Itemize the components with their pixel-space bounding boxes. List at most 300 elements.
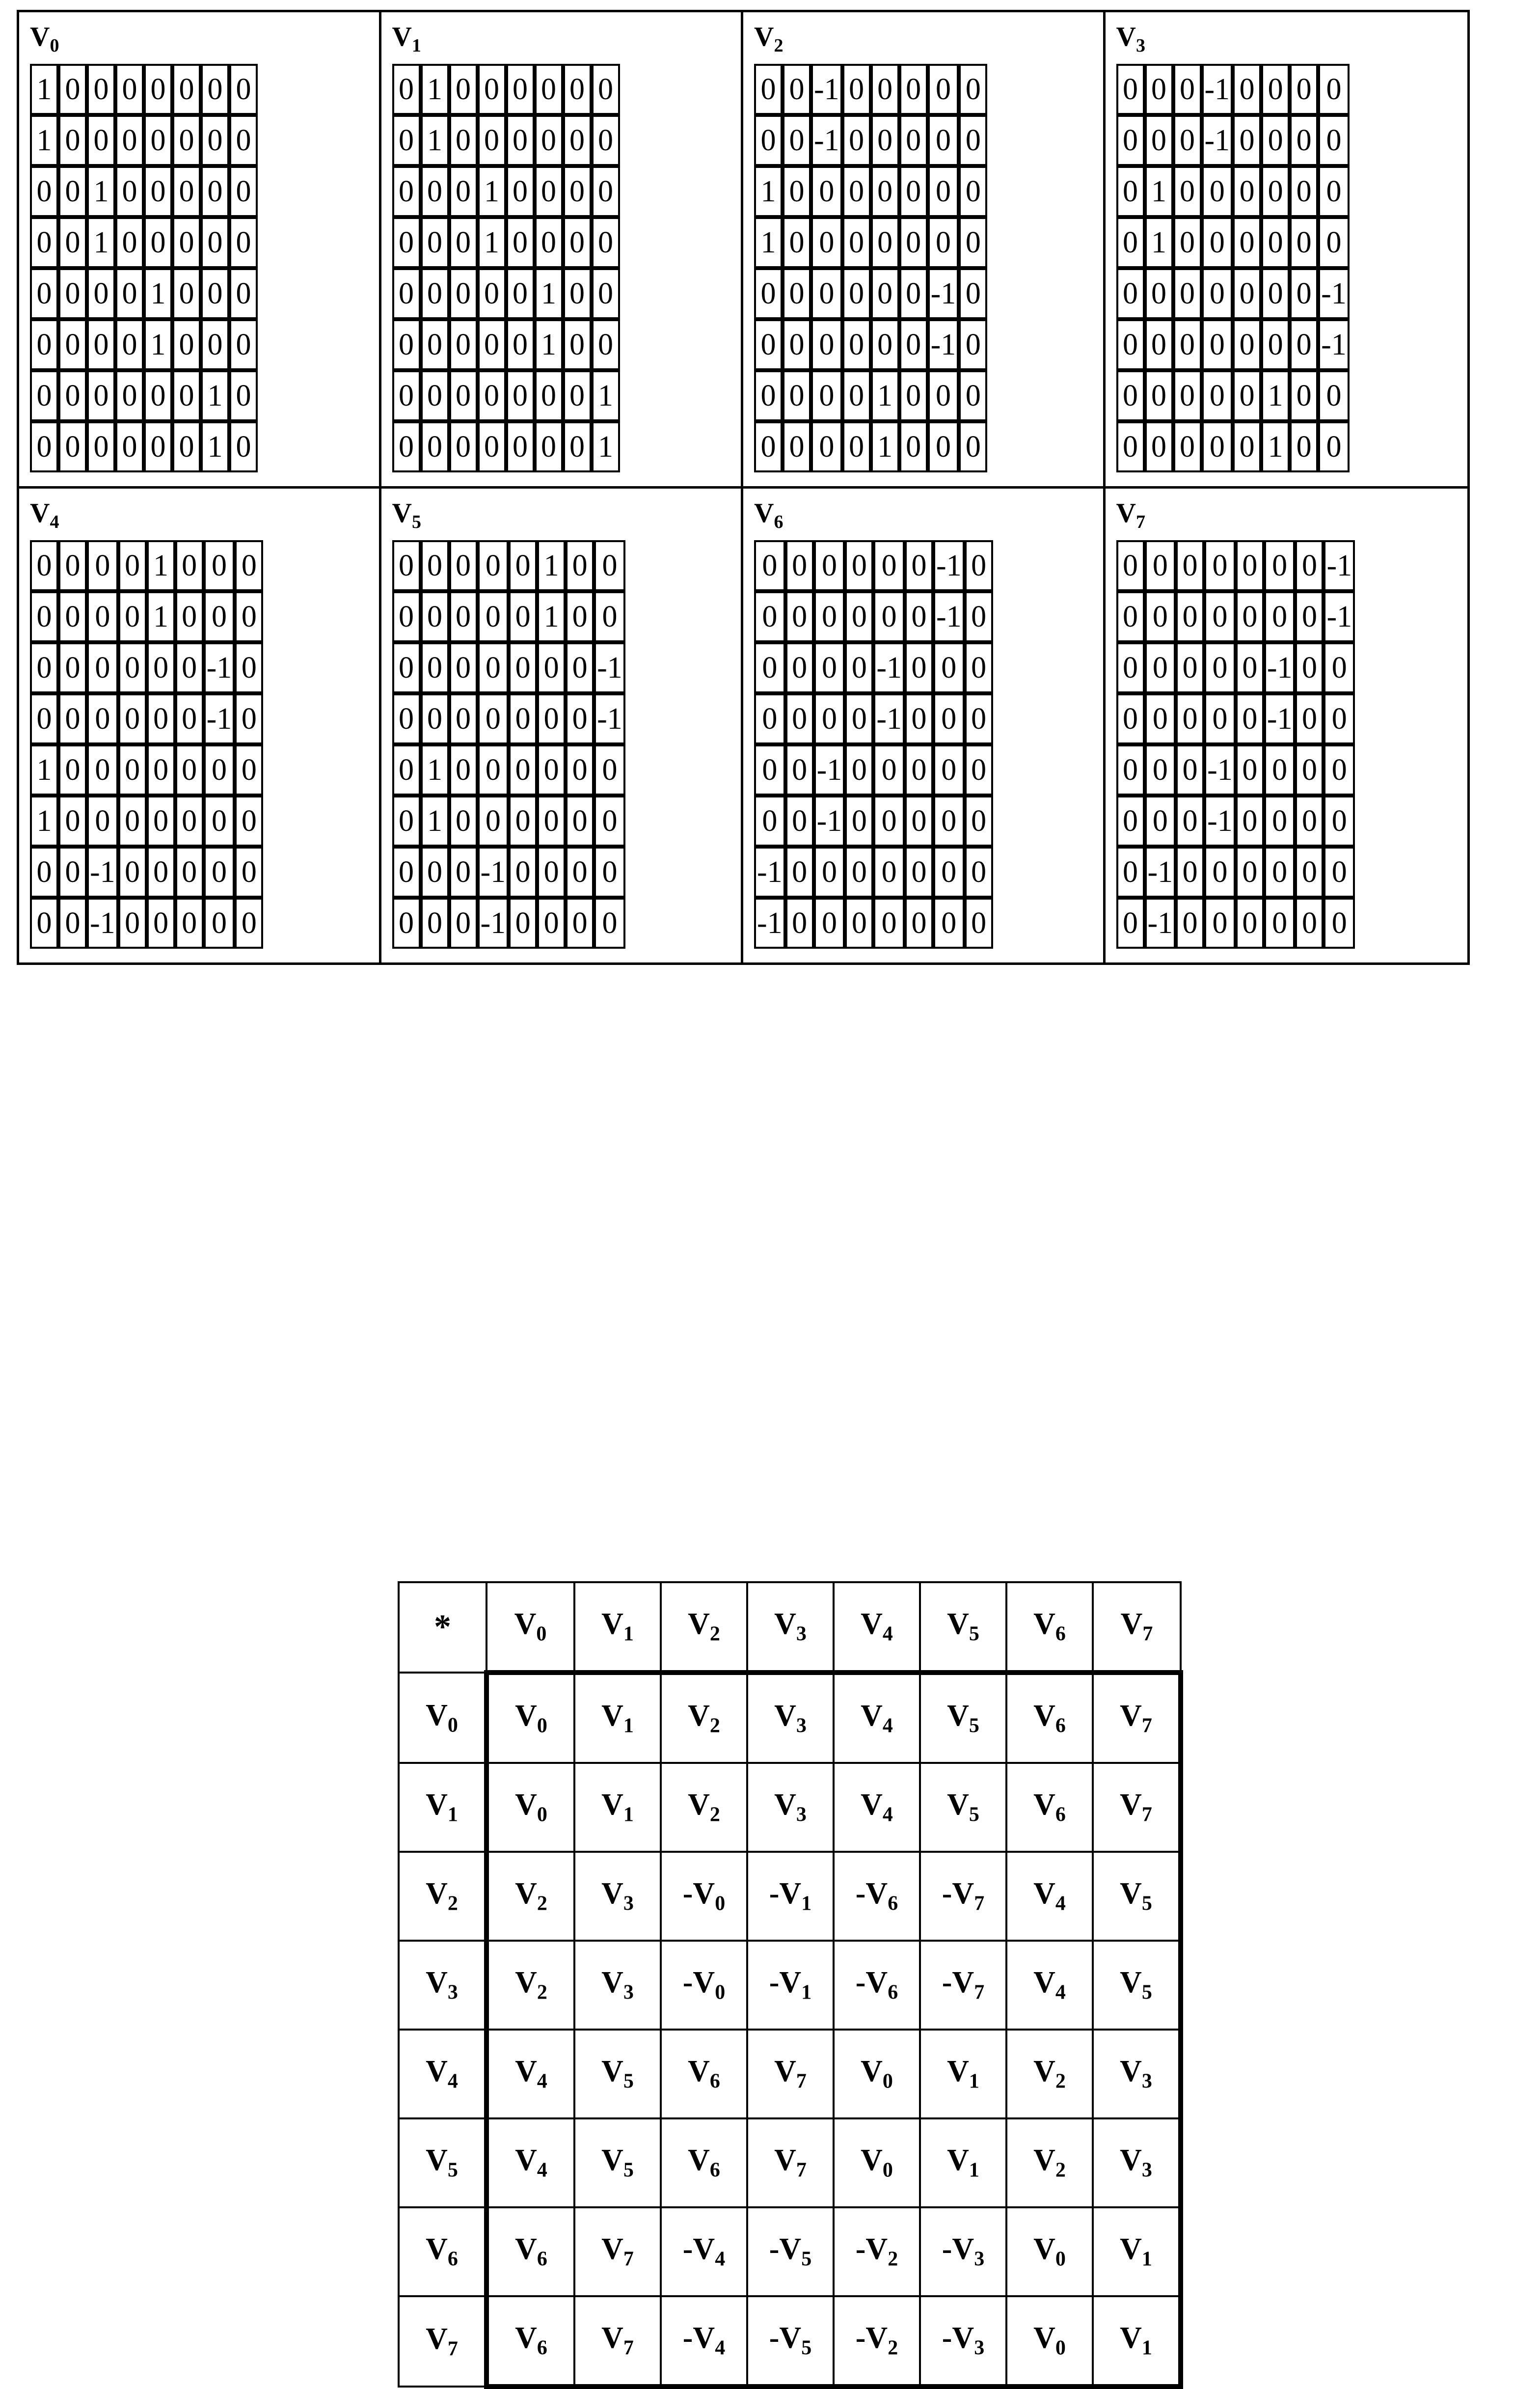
matrix-entry: 0: [1290, 421, 1318, 472]
matrix-entry: 1: [537, 591, 566, 642]
matrix-entry: 0: [1236, 693, 1264, 744]
matrix-entry: 1: [201, 370, 229, 421]
matrix-entry: 0: [1202, 166, 1233, 217]
matrix-entry: 0: [506, 217, 535, 268]
matrix-row: [392, 693, 625, 744]
matrix-row: [30, 898, 263, 949]
matrix-entry: 0: [933, 847, 965, 898]
multiplication-row: [399, 2207, 1181, 2296]
matrix-entry: 0: [563, 319, 592, 370]
matrix-entry: 0: [1173, 217, 1202, 268]
matrix-entry: 0: [905, 744, 933, 796]
matrix-label-v6: $V_6$: [754, 498, 784, 533]
matrix-entry: 0: [905, 898, 933, 949]
matrix-entry: 0: [1116, 898, 1145, 949]
matrix-entry: 0: [873, 796, 905, 847]
matrix-entry: 0: [30, 319, 58, 370]
matrix-entry: 1: [754, 217, 783, 268]
matrix-entry: -1: [754, 847, 785, 898]
matrix-entry: 0: [754, 115, 783, 166]
matrix-entry: 0: [58, 540, 87, 591]
matrix-entry: 0: [1290, 115, 1318, 166]
multiplication-cell: $V_7$: [574, 2207, 661, 2296]
multiplication-cell: $V_2$: [486, 1941, 574, 2030]
matrix-entry: -1: [928, 268, 959, 319]
matrix-entry: 0: [449, 370, 478, 421]
matrix-entry: 0: [1233, 115, 1261, 166]
matrix-row: [754, 319, 987, 370]
matrix-entry: 0: [506, 166, 535, 217]
matrix-entry: 0: [928, 166, 959, 217]
matrix-entry: 0: [175, 744, 204, 796]
matrix-entry: 0: [1318, 421, 1350, 472]
multiplication-cell: $V_3$: [747, 1763, 834, 1852]
matrix-entry: 0: [537, 847, 566, 898]
matrix-entry: -1: [1202, 64, 1233, 115]
matrix-entry: 0: [1173, 370, 1202, 421]
matrix-row: [392, 115, 620, 166]
matrix-entry: 0: [392, 796, 421, 847]
matrix-entry: 0: [1173, 421, 1202, 472]
matrix-entry: 0: [392, 421, 421, 472]
matrix-entry: 0: [871, 319, 899, 370]
matrix-entry: 0: [509, 744, 537, 796]
matrix-row: [1116, 217, 1350, 268]
matrix-entry: 0: [175, 796, 204, 847]
matrix-row: [1116, 319, 1350, 370]
matrix-entry: 1: [592, 370, 620, 421]
matrix-entry: 0: [1233, 217, 1261, 268]
matrix-entry: 0: [1145, 64, 1173, 115]
matrix-row: [754, 115, 987, 166]
matrix-table-v6: [754, 540, 993, 949]
multiplication-row: [399, 2030, 1181, 2118]
matrix-entry: 0: [905, 540, 933, 591]
matrix-entry: 0: [201, 319, 229, 370]
matrix-row: [392, 217, 620, 268]
matrix-entry: 0: [392, 370, 421, 421]
multiplication-cell: $V_6$: [486, 2207, 574, 2296]
matrix-entry: 0: [754, 642, 785, 693]
matrix-entry: 0: [959, 268, 987, 319]
matrix-row: [1116, 540, 1355, 591]
matrix-entry: 0: [204, 591, 235, 642]
multiplication-column-header: $V_1$: [574, 1582, 661, 1673]
multiplication-column-header: $V_7$: [1093, 1582, 1181, 1673]
matrix-row: [754, 693, 993, 744]
matrix-entry: 1: [871, 370, 899, 421]
matrix-entry: 0: [1173, 115, 1202, 166]
matrix-entry: 0: [1236, 591, 1264, 642]
matrix-entry: 0: [1202, 319, 1233, 370]
matrix-entry: 0: [783, 370, 811, 421]
matrix-entry: 0: [392, 268, 421, 319]
matrix-panel-v4: [19, 489, 381, 962]
matrix-entry: 0: [965, 693, 993, 744]
multiplication-cell: $-V_1$: [747, 1941, 834, 2030]
matrix-entry: 0: [959, 115, 987, 166]
matrix-entry: 0: [1204, 642, 1236, 693]
matrix-entry: 0: [229, 166, 258, 217]
multiplication-cell: $V_2$: [1006, 2030, 1093, 2118]
matrix-entry: 0: [1173, 166, 1202, 217]
matrix-entry: 0: [118, 847, 147, 898]
multiplication-cell: $V_0$: [1006, 2296, 1093, 2387]
matrix-entry: 0: [1204, 693, 1236, 744]
multiplication-cell: $V_5$: [574, 2118, 661, 2207]
matrix-entry: 0: [30, 166, 58, 217]
matrix-entry: 0: [754, 64, 783, 115]
matrix-row: [754, 217, 987, 268]
matrix-row: [754, 421, 987, 472]
matrix-entry: 0: [933, 693, 965, 744]
matrix-entry: 0: [811, 166, 842, 217]
matrix-entry: 0: [1290, 370, 1318, 421]
multiplication-cell: $V_4$: [834, 1673, 920, 1763]
matrix-panel-v6: [743, 489, 1106, 962]
multiplication-cell: $V_3$: [747, 1673, 834, 1763]
multiplication-row: [399, 2296, 1181, 2387]
matrix-row: [1116, 693, 1355, 744]
matrix-entry: 0: [1176, 693, 1204, 744]
matrix-entry: 0: [1176, 796, 1204, 847]
matrix-entry: 0: [30, 217, 58, 268]
matrix-entry: 0: [592, 64, 620, 115]
matrix-entry: 0: [172, 64, 201, 115]
matrix-entry: 0: [535, 370, 563, 421]
multiplication-row-header: $V_4$: [399, 2030, 486, 2118]
matrix-entry: 0: [147, 847, 175, 898]
matrix-entry: 0: [58, 744, 87, 796]
matrix-entry: 0: [566, 642, 594, 693]
matrix-entry: 0: [1145, 421, 1173, 472]
matrix-entry: 1: [30, 64, 58, 115]
matrix-entry: -1: [873, 693, 905, 744]
matrix-row: [30, 421, 258, 472]
multiplication-cell: $V_2$: [661, 1673, 747, 1763]
matrix-entry: 0: [1236, 847, 1264, 898]
matrix-row: [754, 268, 987, 319]
matrix-entry: 0: [175, 898, 204, 949]
multiplication-cell: $-V_3$: [920, 2296, 1006, 2387]
matrix-entry: 0: [1324, 898, 1355, 949]
multiplication-row: [399, 1941, 1181, 2030]
matrix-entry: 0: [1324, 642, 1355, 693]
matrix-entry: 1: [144, 268, 172, 319]
matrix-entry: 0: [1116, 64, 1145, 115]
matrix-entry: 0: [933, 898, 965, 949]
multiplication-cell: $V_6$: [661, 2118, 747, 2207]
matrix-row: [30, 370, 258, 421]
matrix-entry: 0: [842, 421, 871, 472]
matrix-entry: 0: [1116, 319, 1145, 370]
matrix-label-v0: $V_0$: [30, 22, 59, 56]
matrix-entry: 0: [201, 115, 229, 166]
matrix-entry: 0: [1145, 540, 1176, 591]
matrix-row: [392, 268, 620, 319]
matrix-row: [30, 268, 258, 319]
matrix-entry: 0: [1261, 64, 1290, 115]
matrix-entry: 1: [421, 64, 449, 115]
matrix-row: [30, 540, 263, 591]
matrix-table-v1: [392, 64, 620, 472]
matrix-entry: 0: [1290, 217, 1318, 268]
matrix-row: [30, 115, 258, 166]
matrix-entry: 0: [785, 642, 814, 693]
matrix-entry: 0: [594, 540, 625, 591]
multiplication-cell: $V_0$: [834, 2118, 920, 2207]
matrix-entry: 0: [566, 898, 594, 949]
multiplication-cell: $V_5$: [1093, 1941, 1181, 2030]
multiplication-cell: $V_1$: [920, 2118, 1006, 2207]
matrix-row: [754, 847, 993, 898]
matrix-entry: 0: [754, 796, 785, 847]
matrix-entry: 0: [783, 166, 811, 217]
matrix-entry: 0: [811, 217, 842, 268]
matrix-entry: 0: [115, 421, 144, 472]
matrix-entry: 0: [592, 217, 620, 268]
matrix-row: [1116, 796, 1355, 847]
matrix-entry: 0: [449, 898, 478, 949]
matrix-entry: 0: [594, 898, 625, 949]
matrix-entry: 0: [783, 115, 811, 166]
matrix-row: [30, 847, 263, 898]
multiplication-cell: $V_3$: [574, 1941, 661, 2030]
matrix-entry: 0: [811, 370, 842, 421]
matrix-entry: 0: [421, 847, 449, 898]
matrix-entry: 0: [1236, 898, 1264, 949]
matrix-entry: 0: [1173, 268, 1202, 319]
matrix-entry: -1: [933, 540, 965, 591]
matrix-entry: 0: [1290, 64, 1318, 115]
matrix-entry: 0: [1264, 591, 1296, 642]
matrix-entry: 0: [959, 166, 987, 217]
matrix-row: [392, 898, 625, 949]
matrix-entry: 0: [175, 591, 204, 642]
matrix-entry: 0: [30, 847, 58, 898]
matrix-entry: 0: [754, 319, 783, 370]
matrix-row: [1116, 898, 1355, 949]
matrix-entry: 0: [566, 796, 594, 847]
matrix-entry: 0: [905, 591, 933, 642]
matrix-entry: 0: [87, 319, 115, 370]
matrix-entry: 0: [1176, 744, 1204, 796]
matrix-entry: 0: [478, 591, 509, 642]
matrix-entry: 0: [1202, 217, 1233, 268]
matrix-label-v2: $V_2$: [754, 22, 784, 56]
matrix-entry: 0: [201, 217, 229, 268]
matrix-entry: 0: [1145, 693, 1176, 744]
multiplication-cell: $-V_6$: [834, 1852, 920, 1941]
matrix-entry: 0: [392, 166, 421, 217]
matrix-entry: 0: [118, 591, 147, 642]
matrix-entry: 0: [58, 591, 87, 642]
matrix-entry: 0: [1318, 115, 1350, 166]
matrix-entry: 0: [842, 64, 871, 115]
matrix-entry: 0: [899, 319, 928, 370]
matrix-entry: 0: [204, 847, 235, 898]
matrix-entry: 0: [899, 217, 928, 268]
matrix-entry: 0: [506, 64, 535, 115]
matrix-entry: 0: [566, 744, 594, 796]
matrix-entry: -1: [814, 744, 845, 796]
matrix-entry: 0: [563, 166, 592, 217]
matrix-entry: 0: [1204, 591, 1236, 642]
matrix-entry: 0: [449, 268, 478, 319]
multiplication-cell: $V_5$: [574, 2030, 661, 2118]
matrix-entry: 0: [509, 591, 537, 642]
matrix-entry: 0: [871, 64, 899, 115]
matrix-row: [30, 217, 258, 268]
matrix-entry: 0: [965, 744, 993, 796]
matrix-entry: 0: [1318, 166, 1350, 217]
matrix-entry: 1: [1145, 217, 1173, 268]
matrix-entry: 0: [172, 115, 201, 166]
matrix-entry: -1: [1324, 540, 1355, 591]
matrix-entry: 0: [118, 642, 147, 693]
matrix-entry: 0: [1176, 591, 1204, 642]
matrix-entry: 0: [842, 166, 871, 217]
matrix-entry: 0: [147, 642, 175, 693]
matrix-entry: 0: [563, 370, 592, 421]
matrix-entry: 0: [845, 540, 873, 591]
matrix-entry: 0: [814, 591, 845, 642]
matrix-entry: 0: [1116, 642, 1145, 693]
matrix-entry: 0: [845, 693, 873, 744]
matrix-entry: 0: [965, 796, 993, 847]
matrix-entry: -1: [1145, 898, 1176, 949]
matrix-entry: 0: [201, 166, 229, 217]
matrix-entry: 0: [58, 319, 87, 370]
matrix-entry: 0: [811, 268, 842, 319]
matrix-entry: -1: [1264, 642, 1296, 693]
matrix-entry: 0: [1233, 64, 1261, 115]
matrix-entry: 0: [235, 591, 263, 642]
matrix-entry: -1: [1202, 115, 1233, 166]
matrix-entry: 1: [478, 217, 506, 268]
multiplication-row: [399, 2118, 1181, 2207]
multiplication-cell: $-V_7$: [920, 1941, 1006, 2030]
matrix-entry: 0: [1324, 796, 1355, 847]
multiplication-cell: $V_6$: [1006, 1673, 1093, 1763]
multiplication-column-header: $V_5$: [920, 1582, 1006, 1673]
matrix-entry: 0: [118, 744, 147, 796]
matrix-table-v7: [1116, 540, 1355, 949]
matrix-row: [392, 591, 625, 642]
matrix-entry: 0: [506, 319, 535, 370]
matrix-entry: 0: [1145, 642, 1176, 693]
matrix-entry: 0: [871, 115, 899, 166]
multiplication-cell: $V_2$: [486, 1852, 574, 1941]
matrix-entry: 0: [449, 115, 478, 166]
matrix-entry: 0: [421, 217, 449, 268]
matrix-table-v4: [30, 540, 263, 949]
matrix-entry: 0: [1176, 540, 1204, 591]
multiplication-cell: $V_6$: [486, 2296, 574, 2387]
matrix-entry: 0: [905, 642, 933, 693]
matrix-entry: 0: [1236, 642, 1264, 693]
matrix-entry: 1: [30, 115, 58, 166]
matrix-entry: 0: [783, 268, 811, 319]
matrix-entry: 0: [509, 642, 537, 693]
matrix-entry: 0: [1261, 319, 1290, 370]
matrix-entry: 0: [58, 64, 87, 115]
matrix-entry: 0: [965, 642, 993, 693]
matrix-entry: 0: [1145, 268, 1173, 319]
matrix-row: [392, 540, 625, 591]
matrix-entry: 0: [965, 847, 993, 898]
matrix-entry: 0: [1202, 268, 1233, 319]
matrix-entry: 0: [478, 796, 509, 847]
matrix-entry: -1: [204, 642, 235, 693]
matrix-entry: 0: [421, 540, 449, 591]
multiplication-cell: $V_0$: [1006, 2207, 1093, 2296]
matrix-entry: 0: [537, 898, 566, 949]
multiplication-cell: $-V_4$: [661, 2296, 747, 2387]
matrix-entry: 0: [229, 319, 258, 370]
matrix-entry: 0: [594, 591, 625, 642]
matrix-entry: 0: [449, 744, 478, 796]
matrix-row: [392, 64, 620, 115]
matrix-entry: 0: [537, 796, 566, 847]
matrix-entry: 0: [30, 370, 58, 421]
matrix-entry: 1: [87, 217, 115, 268]
matrix-entry: -1: [933, 591, 965, 642]
matrix-entry: 0: [229, 115, 258, 166]
matrix-entry: 1: [537, 540, 566, 591]
multiplication-cell: $V_6$: [661, 2030, 747, 2118]
matrix-entry: 0: [1116, 693, 1145, 744]
matrix-entry: 0: [144, 115, 172, 166]
matrix-panel-v5: [381, 489, 744, 962]
matrix-entry: 0: [1145, 591, 1176, 642]
matrix-entry: 0: [933, 744, 965, 796]
matrix-entry: 0: [905, 847, 933, 898]
matrix-entry: 0: [537, 693, 566, 744]
multiplication-row-header: $V_0$: [399, 1673, 486, 1763]
matrix-entry: 0: [594, 847, 625, 898]
matrix-entry: 0: [392, 540, 421, 591]
matrix-entry: 1: [1145, 166, 1173, 217]
matrix-entry: 0: [478, 693, 509, 744]
matrix-entry: -1: [204, 693, 235, 744]
matrix-entry: 0: [785, 693, 814, 744]
multiplication-cell: $V_7$: [747, 2118, 834, 2207]
matrix-entry: 0: [235, 898, 263, 949]
matrix-entry: 0: [845, 591, 873, 642]
matrix-entry: 0: [30, 693, 58, 744]
multiplication-cell: $-V_7$: [920, 1852, 1006, 1941]
multiplication-cell: $-V_5$: [747, 2296, 834, 2387]
multiplication-row: [399, 1763, 1181, 1852]
matrix-entry: 0: [845, 796, 873, 847]
matrix-entry: 1: [201, 421, 229, 472]
matrix-entry: 0: [1264, 847, 1296, 898]
matrix-entry: 0: [30, 898, 58, 949]
matrix-entry: 0: [449, 693, 478, 744]
matrix-entry: 0: [814, 898, 845, 949]
matrix-entry: -1: [1204, 796, 1236, 847]
matrix-entry: 0: [905, 796, 933, 847]
multiplication-cell: $V_0$: [834, 2030, 920, 2118]
matrix-entry: 0: [87, 115, 115, 166]
multiplication-cell: $V_1$: [574, 1763, 661, 1852]
matrix-entry: 0: [1318, 370, 1350, 421]
matrix-entry: 0: [115, 64, 144, 115]
matrix-entry: 0: [30, 591, 58, 642]
multiplication-cell: $V_4$: [1006, 1941, 1093, 2030]
matrix-entry: 0: [449, 847, 478, 898]
